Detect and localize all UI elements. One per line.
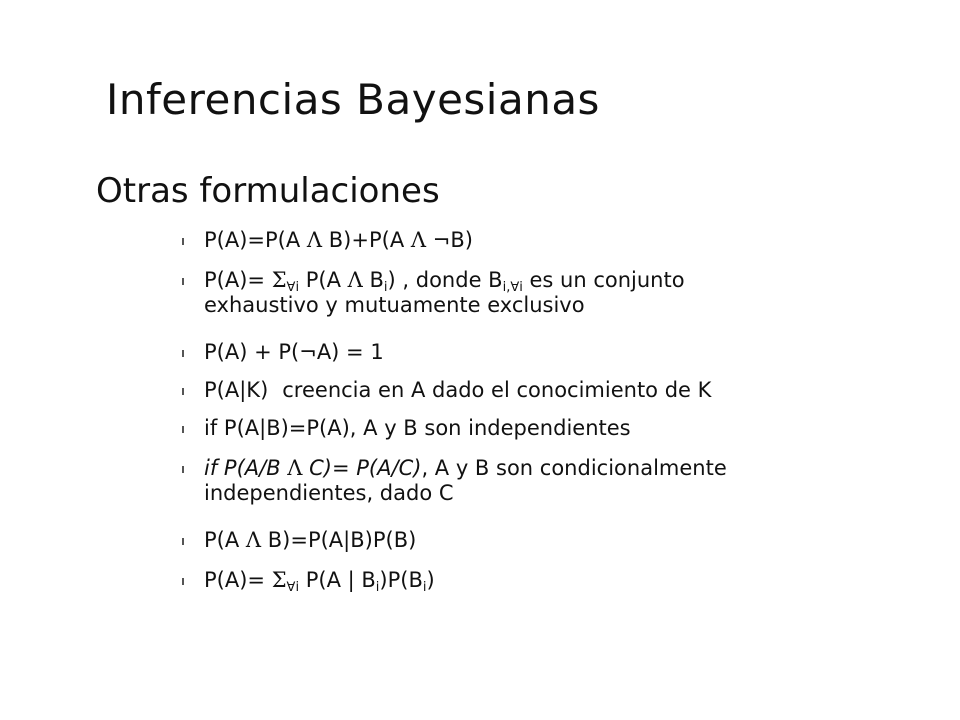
bullet-marker xyxy=(182,350,184,357)
bullet-marker xyxy=(182,278,184,285)
bullet-text: $P(A)= \Sigma_{\forall i}$ P(A | $B_i)P(B_i)$ xyxy=(204,568,435,595)
bullet-marker xyxy=(182,388,184,395)
bullet-marker xyxy=(182,466,184,473)
bullet-text: P(A)=P(A Λ B)+P(A Λ ¬B) xyxy=(204,228,473,252)
bullet-text-continuation: independientes, dado C xyxy=(204,481,454,505)
bullet-text: P(A) + P(¬A) = 1 xyxy=(204,340,384,364)
bullet-marker xyxy=(182,238,184,245)
bullet-text: P(A|K) creencia en A dado el conocimiento de K xyxy=(204,378,712,402)
bullet-text: P(A Λ B)=P(A|B)P(B) xyxy=(204,528,417,552)
bullet-marker xyxy=(182,426,184,433)
bullet-text: if P(A|B)=P(A), A y B son independientes xyxy=(204,416,631,440)
bullet-marker xyxy=(182,578,184,585)
bullet-text-continuation: exhaustivo y mutuamente exclusivo xyxy=(204,293,585,317)
bullet-text: $P(A)= \Sigma_{\forall i}$ P(A Λ $B_i$) , donde $B_{i,\forall i}$ es un conjunto xyxy=(204,268,685,295)
slide-title: Inferencias Bayesianas xyxy=(106,75,600,124)
slide-subtitle: Otras formulaciones xyxy=(96,171,440,211)
bullet-marker xyxy=(182,538,184,545)
bullet-text: if P(A/B Λ C)= P(A/C), A y B son condicionalmente xyxy=(204,456,727,480)
